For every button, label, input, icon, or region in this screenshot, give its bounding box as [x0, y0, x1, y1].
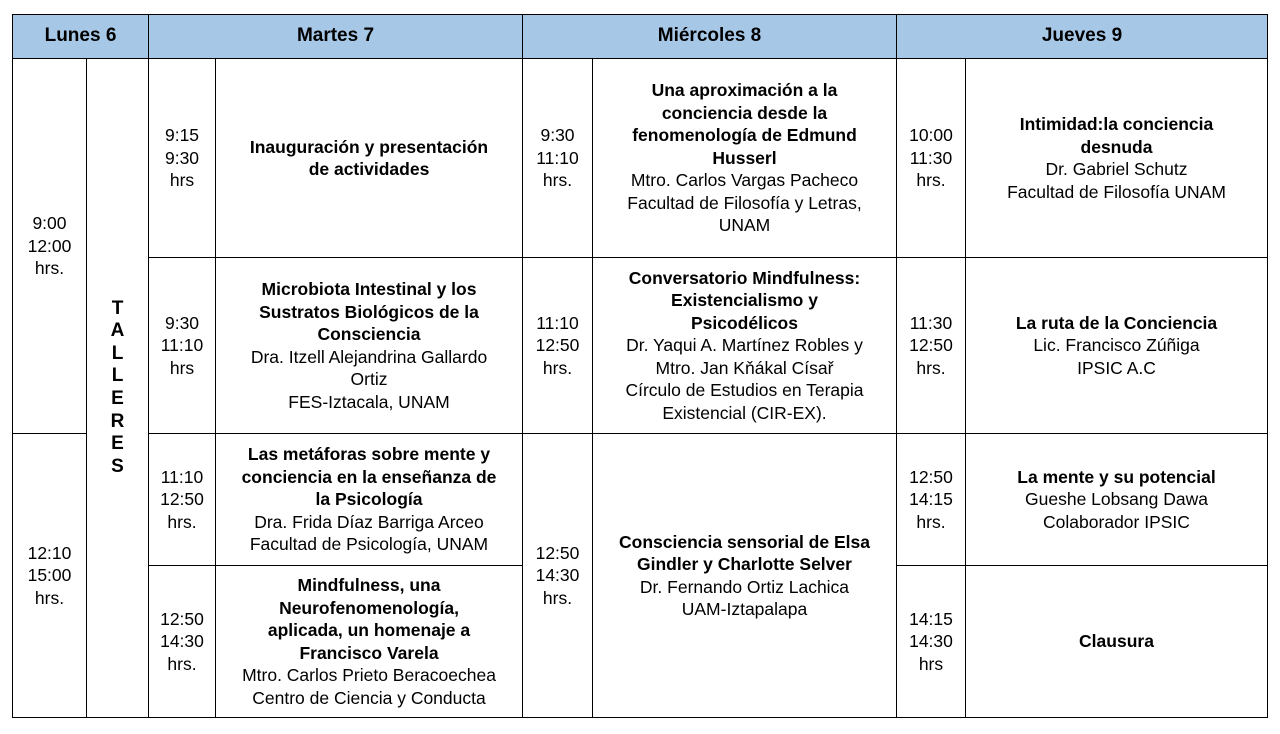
header-lunes-label: Lunes 6 — [44, 25, 117, 47]
session-title: Intimidad:la conciencia — [1019, 114, 1214, 134]
time-end: 11:10 — [160, 335, 204, 356]
talleres-letter: R — [110, 410, 125, 432]
time-unit: hrs. — [542, 587, 573, 608]
session-affiliation: Facultad de Filosofía y Letras, — [627, 192, 862, 213]
session-speaker: Ortiz — [350, 369, 388, 389]
lunes-morning-time — [12, 58, 87, 434]
session-affiliation: Centro de Ciencia y Conducta — [252, 687, 486, 708]
time-unit: hrs. — [34, 258, 65, 279]
lunes-afternoon-time — [12, 433, 87, 718]
session-title: de actividades — [308, 159, 430, 179]
session-title: Consciencia — [317, 324, 421, 344]
session-title: aplicada, un homenaje a — [267, 620, 471, 640]
session-title: conciencia desde la — [661, 102, 828, 123]
session-affiliation: UNAM — [718, 215, 771, 236]
time-end: 14:30 — [535, 565, 580, 586]
session-affiliation: IPSIC A.C — [1077, 357, 1156, 378]
session-speaker: Dr. Yaqui A. Martínez Robles y — [626, 335, 863, 356]
jueves-time-1 — [896, 58, 966, 258]
session-title: Husserl — [712, 147, 777, 168]
time-start: 9:00 — [32, 213, 67, 234]
martes-time-4 — [148, 565, 216, 718]
talleres-letter: T — [111, 297, 124, 319]
session-title: Consciencia sensorial de Elsa — [619, 531, 870, 552]
martes-session-1 — [215, 58, 523, 258]
session-title: Existencialismo y — [671, 290, 818, 311]
miercoles-time-3 — [522, 433, 593, 718]
miercoles-time-2 — [522, 257, 593, 434]
time-end: 9:30 — [164, 147, 200, 168]
jueves-session-1 — [965, 58, 1268, 258]
session-title: Psicodélicos — [690, 312, 798, 333]
session-speaker: Dra. Frida Díaz Barriga Arceo — [254, 511, 484, 532]
header-martes-label: Martes 7 — [296, 25, 375, 47]
session-title: Francisco Varela — [299, 642, 439, 663]
miercoles-session-2 — [592, 257, 897, 434]
session-affiliation: Facultad de Filosofía UNAM — [1007, 181, 1226, 202]
session-title: Clausura — [1079, 631, 1154, 652]
session-title: la Psicología — [315, 489, 423, 510]
session-affiliation: Colaborador IPSIC — [1043, 511, 1190, 532]
time-start: 12:50 — [535, 542, 580, 563]
session-title: conciencia en la enseñanza de — [241, 466, 497, 487]
header-jueves — [896, 14, 1268, 59]
time-unit: hrs — [169, 357, 195, 378]
time-start: 9:15 — [164, 125, 200, 146]
session-affiliation: UAM-Iztapalapa — [681, 599, 808, 619]
time-end: 12:50 — [909, 335, 953, 356]
martes-time-1 — [148, 58, 216, 258]
martes-session-3 — [215, 433, 523, 566]
martes-session-2 — [215, 257, 523, 434]
schedule-table — [12, 14, 1268, 718]
header-lunes — [12, 14, 149, 59]
time-unit: hrs. — [167, 653, 197, 674]
session-title: Neurofenomenología, — [279, 597, 459, 618]
martes-time-2 — [148, 257, 216, 434]
time-start: 12:50 — [160, 608, 204, 629]
time-start: 11:10 — [536, 312, 579, 333]
time-start: 12:50 — [909, 466, 953, 487]
time-end: 11:10 — [536, 147, 579, 168]
time-end: 11:30 — [909, 147, 953, 168]
session-title: Conversatorio Mindfulness: — [628, 267, 861, 288]
session-speaker: Gueshe Lobsang Dawa — [1025, 489, 1208, 510]
time-start: 9:30 — [540, 125, 575, 146]
session-title: Sustratos Biológicos de la — [259, 301, 479, 322]
time-unit: hrs. — [916, 357, 946, 378]
talleres-letter: E — [111, 433, 124, 455]
header-martes — [148, 14, 523, 59]
session-speaker: Lic. Francisco Zúñiga — [1033, 335, 1200, 356]
session-title: fenomenología de Edmund — [632, 125, 857, 146]
miercoles-session-3 — [592, 433, 897, 718]
jueves-time-2 — [896, 257, 966, 434]
time-unit: hrs — [918, 653, 944, 674]
session-speaker: Mtro. Jan Kňákal Císař — [655, 357, 834, 378]
time-start: 14:15 — [909, 608, 953, 629]
time-end: 14:30 — [909, 631, 953, 652]
miercoles-session-1 — [592, 58, 897, 258]
session-title: Las metáforas sobre mente y — [247, 444, 491, 465]
time-start: 10:00 — [909, 125, 953, 146]
time-end: 14:30 — [160, 631, 204, 652]
martes-session-4 — [215, 565, 523, 718]
talleres-letter: L — [111, 365, 124, 387]
session-title: Una aproximación a la — [651, 80, 838, 101]
miercoles-time-1 — [522, 58, 593, 258]
session-title: Mindfulness, una — [297, 575, 441, 595]
session-affiliation: Existencial (CIR-EX). — [662, 402, 827, 423]
talleres-letter: A — [110, 320, 125, 342]
session-affiliation: FES-Iztacala, UNAM — [288, 391, 450, 412]
jueves-time-3 — [896, 433, 966, 566]
time-unit: hrs. — [34, 587, 65, 608]
session-title: La ruta de la Conciencia — [1015, 312, 1218, 333]
time-unit: hrs. — [542, 357, 573, 378]
session-speaker: Dra. Itzell Alejandrina Gallardo — [250, 346, 488, 367]
jueves-session-4 — [965, 565, 1268, 718]
jueves-session-3 — [965, 433, 1268, 566]
session-affiliation: Facultad de Psicología, UNAM — [249, 534, 489, 555]
session-speaker: Dr. Fernando Ortiz Lachica — [639, 576, 850, 597]
talleres-letter: S — [111, 455, 124, 477]
time-start: 11:10 — [160, 466, 204, 487]
time-end: 14:15 — [909, 489, 953, 510]
time-unit: hrs. — [916, 511, 946, 532]
talleres-letter: E — [111, 388, 124, 409]
talleres-letter: L — [111, 342, 124, 364]
jueves-time-4 — [896, 565, 966, 718]
header-jueves-label: Jueves 9 — [1041, 25, 1123, 47]
session-title: La mente y su potencial — [1017, 466, 1216, 487]
talleres-cell — [86, 58, 149, 718]
time-end: 12:00 — [27, 235, 72, 256]
header-miercoles — [522, 14, 897, 59]
time-end: 15:00 — [27, 565, 72, 586]
talleres-vertical-label — [111, 298, 125, 479]
time-unit: hrs — [169, 170, 195, 191]
header-miercoles-label: Miércoles 8 — [657, 25, 762, 47]
time-start: 11:30 — [909, 312, 953, 333]
martes-time-3 — [148, 433, 216, 566]
jueves-session-2 — [965, 257, 1268, 434]
session-speaker: Dr. Gabriel Schutz — [1045, 159, 1188, 179]
session-title: Gindler y Charlotte Selver — [637, 554, 852, 574]
time-unit: hrs. — [167, 511, 197, 532]
time-end: 12:50 — [160, 489, 204, 510]
session-title: Inauguración y presentación — [249, 136, 489, 157]
time-start: 9:30 — [164, 312, 200, 333]
session-title: Microbiota Intestinal y los — [261, 279, 477, 299]
session-speaker: Mtro. Carlos Vargas Pacheco — [630, 170, 859, 191]
time-unit: hrs. — [916, 170, 946, 191]
session-speaker: Mtro. Carlos Prieto Beracoechea — [242, 665, 496, 685]
session-title: desnuda — [1080, 136, 1153, 157]
session-affiliation: Círculo de Estudios en Terapia — [625, 380, 864, 401]
time-unit: hrs. — [542, 170, 573, 191]
time-end: 12:50 — [535, 335, 580, 356]
time-start: 12:10 — [27, 542, 72, 563]
